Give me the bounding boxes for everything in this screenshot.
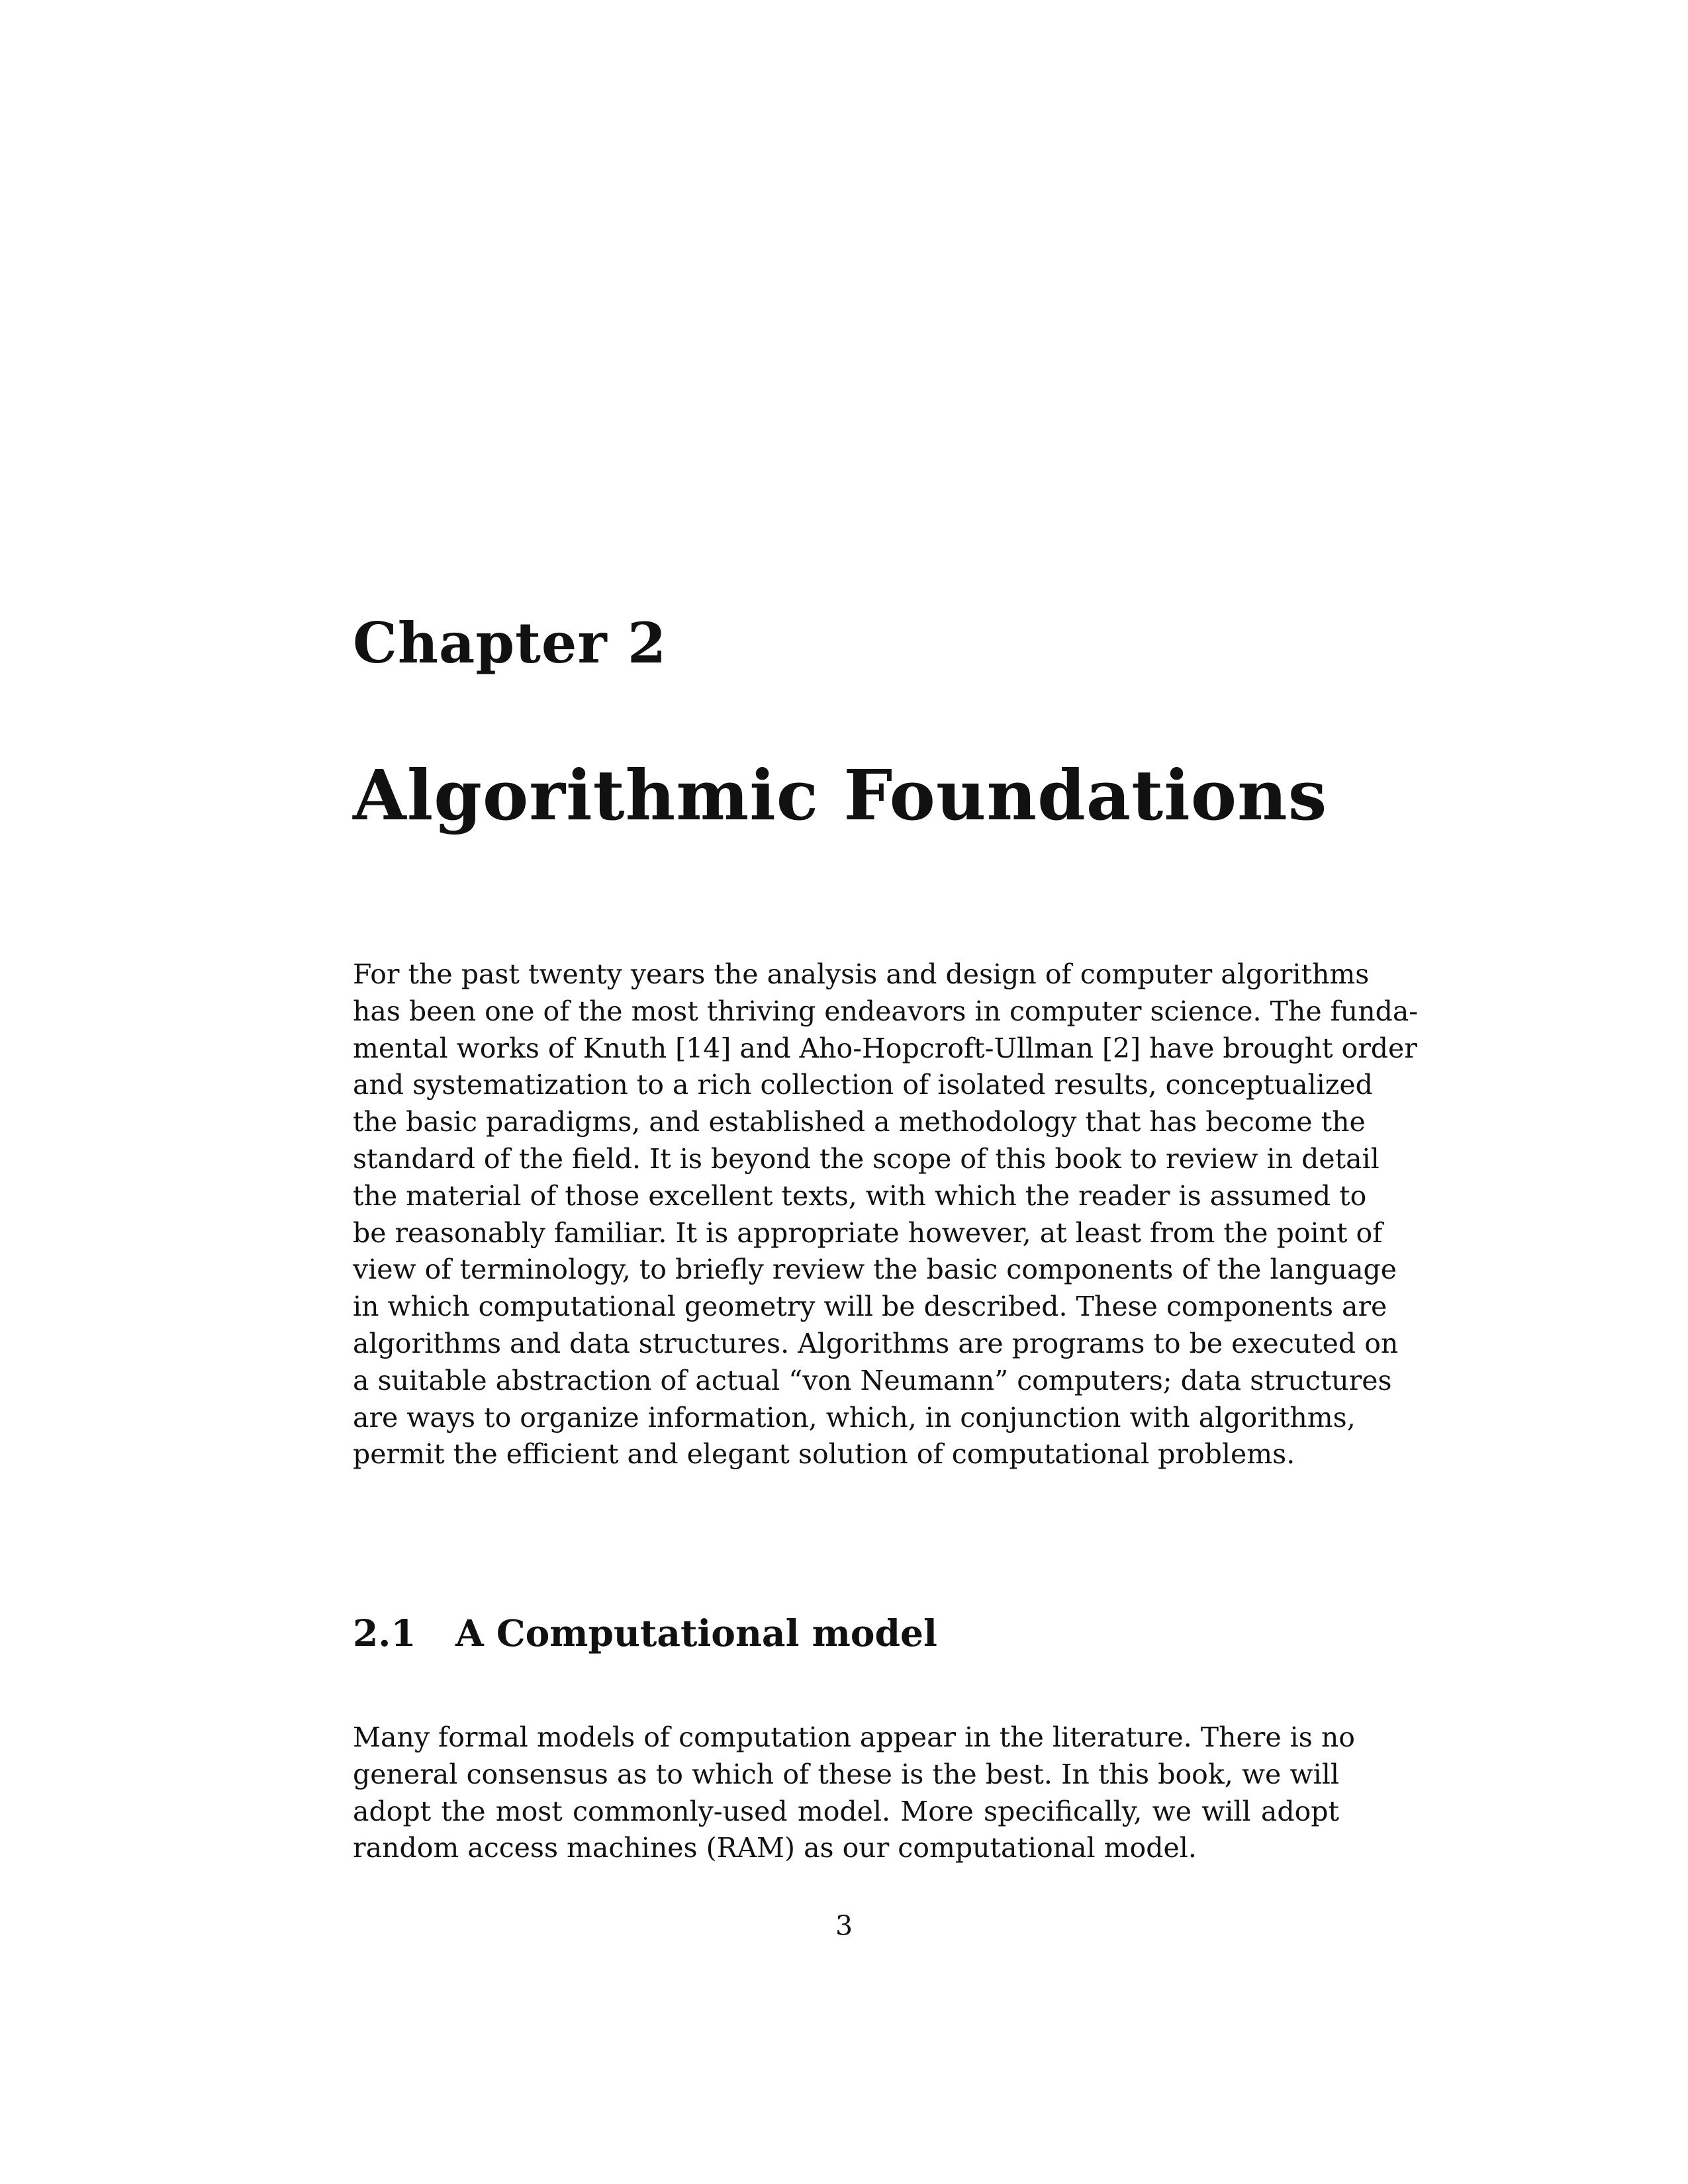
- paragraph-line: mental works of Knuth [14] and Aho-Hopcroft-Ullman [2] have brought order: [353, 1032, 1417, 1064]
- paragraph-line: Many formal models of computation appear in the literature. There is no: [353, 1721, 1355, 1753]
- chapter-label: Chapter 2: [353, 610, 667, 676]
- paragraph-line: adopt the most commonly-used model. More specifically, we will adopt: [353, 1795, 1339, 1827]
- paragraph-line: a suitable abstraction of actual “von Neumann” computers; data structures: [353, 1364, 1392, 1396]
- paragraph-line: general consensus as to which of these is the best. In this book, we will: [353, 1758, 1339, 1790]
- paragraph-line: the basic paradigms, and established a methodology that has become the: [353, 1106, 1366, 1138]
- paragraph-line: has been one of the most thriving endeavors in computer science. The funda-: [353, 995, 1419, 1027]
- section-number: 2.1: [353, 1612, 416, 1655]
- page-number: 3: [835, 1910, 853, 1942]
- paragraph-line: are ways to organize information, which, in conjunction with algorithms,: [353, 1401, 1356, 1433]
- paragraph-line: algorithms and data structures. Algorithms are programs to be executed on: [353, 1327, 1399, 1359]
- paragraph-line: standard of the field. It is beyond the scope of this book to review in detail: [353, 1142, 1380, 1175]
- paragraph-line: the material of those excellent texts, with which the reader is assumed to: [353, 1179, 1367, 1212]
- paragraph-line: and systematization to a rich collection of isolated results, conceptualized: [353, 1069, 1373, 1101]
- paragraph-line: in which computational geometry will be described. These components are: [353, 1291, 1387, 1323]
- paragraph-line: view of terminology, to briefly review the basic components of the language: [353, 1253, 1397, 1286]
- paragraph-line: permit the efficient and elegant solution of computational problems.: [353, 1438, 1295, 1471]
- paragraph-line: be reasonably familiar. It is appropriate however, at least from the point of: [353, 1216, 1383, 1249]
- paragraph-line: For the past twenty years the analysis and design of computer algorithms: [353, 958, 1370, 990]
- paragraph-line: random access machines (RAM) as our computational model.: [353, 1832, 1197, 1864]
- intro-paragraph: [353, 956, 1419, 1473]
- chapter-title: Algorithmic Foundations: [353, 754, 1328, 836]
- section-heading: [353, 1612, 937, 1655]
- section-title: A Computational model: [455, 1612, 937, 1655]
- section-paragraph: [353, 1719, 1355, 1867]
